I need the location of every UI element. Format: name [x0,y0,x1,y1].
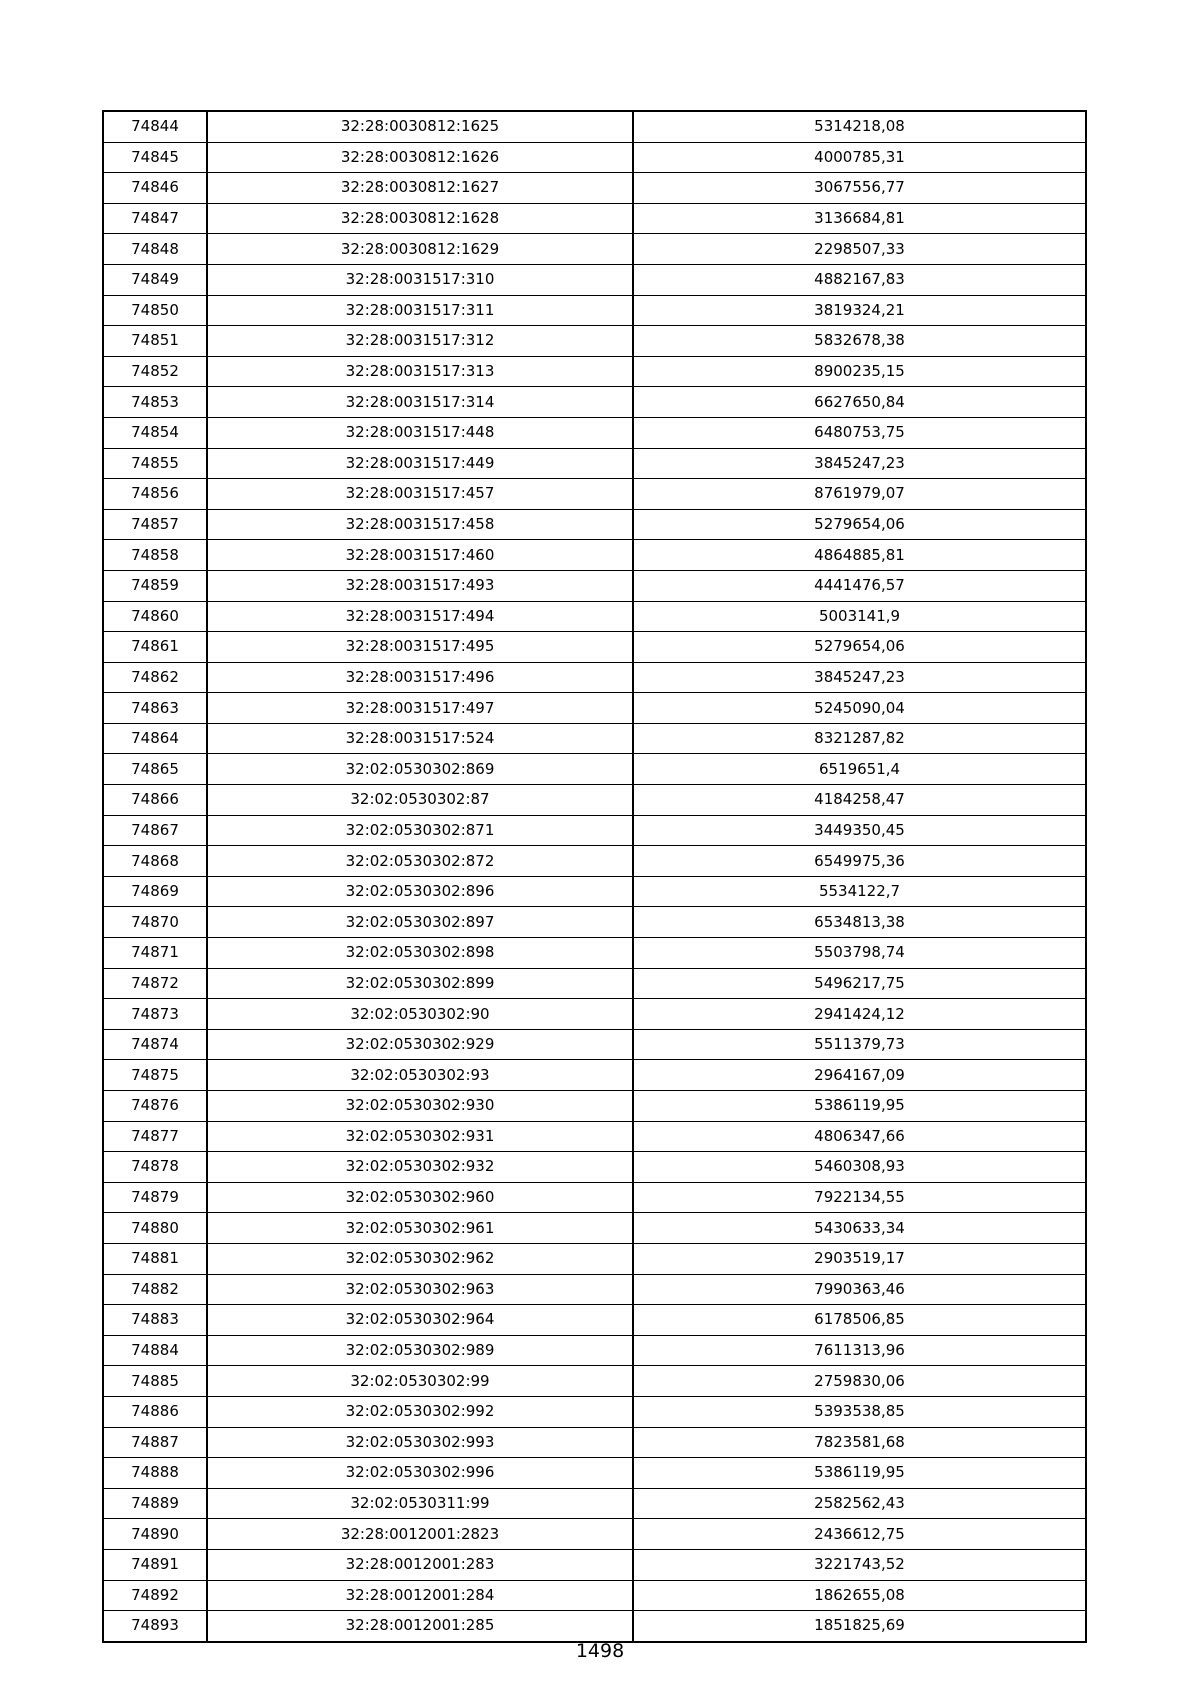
table-row [103,234,1086,265]
cadastral-number-cell: 32:02:0530302:996 [207,1458,633,1489]
value-cell: 4441476,57 [633,570,1086,601]
table-row [103,723,1086,754]
table-row [103,938,1086,969]
value-cell: 5496217,75 [633,968,1086,999]
value-cell: 8321287,82 [633,723,1086,754]
cadastral-number-cell: 32:28:0030812:1629 [207,234,633,265]
row-number-cell: 74892 [103,1580,207,1611]
value-cell: 5832678,38 [633,326,1086,357]
page-number: 1498 [575,1640,625,1662]
row-number-cell: 74881 [103,1243,207,1274]
value-cell: 2759830,06 [633,1366,1086,1397]
table-row [103,662,1086,693]
value-cell: 5460308,93 [633,1152,1086,1183]
value-cell: 5386119,95 [633,1458,1086,1489]
cadastral-number-cell: 32:28:0031517:449 [207,448,633,479]
cadastral-number-cell: 32:28:0031517:524 [207,723,633,754]
value-cell: 5386119,95 [633,1091,1086,1122]
value-cell: 7990363,46 [633,1274,1086,1305]
row-number-cell: 74857 [103,509,207,540]
row-number-cell: 74865 [103,754,207,785]
cadastral-number-cell: 32:28:0030812:1628 [207,203,633,234]
value-cell: 3845247,23 [633,662,1086,693]
value-cell: 5245090,04 [633,693,1086,724]
table-row [103,632,1086,663]
table-row [103,1549,1086,1580]
table-row [103,1580,1086,1611]
row-number-cell: 74887 [103,1427,207,1458]
table-row [103,1182,1086,1213]
row-number-cell: 74860 [103,601,207,632]
cadastral-number-cell: 32:02:0530302:963 [207,1274,633,1305]
row-number-cell: 74863 [103,693,207,724]
table-row [103,1335,1086,1366]
value-cell: 6178506,85 [633,1305,1086,1336]
cadastral-number-cell: 32:28:0031517:311 [207,295,633,326]
value-cell: 1862655,08 [633,1580,1086,1611]
value-cell: 3067556,77 [633,173,1086,204]
table-row [103,876,1086,907]
cadastral-number-cell: 32:28:0030812:1625 [207,111,633,142]
row-number-cell: 74893 [103,1611,207,1642]
row-number-cell: 74874 [103,1029,207,1060]
table-row [103,1029,1086,1060]
row-number-cell: 74871 [103,938,207,969]
table-row [103,1121,1086,1152]
table-row [103,1519,1086,1550]
row-number-cell: 74853 [103,387,207,418]
cadastral-number-cell: 32:28:0031517:494 [207,601,633,632]
table-row [103,846,1086,877]
cadastral-number-cell: 32:28:0031517:310 [207,264,633,295]
row-number-cell: 74876 [103,1091,207,1122]
value-cell: 4864885,81 [633,540,1086,571]
value-cell: 3449350,45 [633,815,1086,846]
row-number-cell: 74859 [103,570,207,601]
value-cell: 1851825,69 [633,1611,1086,1642]
row-number-cell: 74868 [103,846,207,877]
cadastral-number-cell: 32:28:0031517:495 [207,632,633,663]
value-cell: 4184258,47 [633,785,1086,816]
cadastral-number-cell: 32:28:0012001:284 [207,1580,633,1611]
cadastral-number-cell: 32:02:0530302:87 [207,785,633,816]
value-cell: 5430633,34 [633,1213,1086,1244]
cadastral-number-cell: 32:28:0031517:314 [207,387,633,418]
row-number-cell: 74854 [103,417,207,448]
cadastral-number-cell: 32:28:0012001:2823 [207,1519,633,1550]
value-cell: 5279654,06 [633,509,1086,540]
table-row [103,1396,1086,1427]
row-number-cell: 74848 [103,234,207,265]
value-cell: 5279654,06 [633,632,1086,663]
table-row [103,417,1086,448]
row-number-cell: 74861 [103,632,207,663]
table-row [103,1305,1086,1336]
row-number-cell: 74852 [103,356,207,387]
table-row [103,1366,1086,1397]
cadastral-number-cell: 32:02:0530302:869 [207,754,633,785]
table-row [103,785,1086,816]
table-row [103,1091,1086,1122]
row-number-cell: 74869 [103,876,207,907]
table-row [103,264,1086,295]
row-number-cell: 74858 [103,540,207,571]
value-cell: 3819324,21 [633,295,1086,326]
row-number-cell: 74883 [103,1305,207,1336]
table-row [103,1274,1086,1305]
table-row [103,968,1086,999]
value-cell: 2436612,75 [633,1519,1086,1550]
cadastral-number-cell: 32:28:0030812:1627 [207,173,633,204]
row-number-cell: 74866 [103,785,207,816]
table-row [103,295,1086,326]
cadastral-number-cell: 32:02:0530302:898 [207,938,633,969]
row-number-cell: 74889 [103,1488,207,1519]
cadastral-number-cell: 32:02:0530302:964 [207,1305,633,1336]
row-number-cell: 74847 [103,203,207,234]
cadastral-number-cell: 32:28:0031517:458 [207,509,633,540]
value-cell: 8761979,07 [633,479,1086,510]
table-body [103,111,1086,1642]
cadastral-number-cell: 32:02:0530302:989 [207,1335,633,1366]
row-number-cell: 74885 [103,1366,207,1397]
cadastral-number-cell: 32:02:0530302:992 [207,1396,633,1427]
table-row [103,356,1086,387]
table-row [103,540,1086,571]
row-number-cell: 74846 [103,173,207,204]
table-row [103,448,1086,479]
table-row [103,601,1086,632]
table-row [103,1243,1086,1274]
cadastral-number-cell: 32:02:0530302:896 [207,876,633,907]
cadastral-number-cell: 32:28:0012001:285 [207,1611,633,1642]
value-cell: 5314218,08 [633,111,1086,142]
cadastral-number-cell: 32:28:0031517:496 [207,662,633,693]
table-row [103,387,1086,418]
value-cell: 2964167,09 [633,1060,1086,1091]
table-row [103,509,1086,540]
table-row [103,111,1086,142]
table-row [103,1213,1086,1244]
value-cell: 5503798,74 [633,938,1086,969]
cadastral-number-cell: 32:28:0012001:283 [207,1549,633,1580]
cadastral-number-cell: 32:28:0031517:457 [207,479,633,510]
cadastral-number-cell: 32:02:0530302:931 [207,1121,633,1152]
value-cell: 7922134,55 [633,1182,1086,1213]
cadastral-number-cell: 32:02:0530302:960 [207,1182,633,1213]
cadastral-number-cell: 32:28:0031517:493 [207,570,633,601]
value-cell: 2941424,12 [633,999,1086,1030]
cadastral-number-cell: 32:02:0530302:872 [207,846,633,877]
row-number-cell: 74855 [103,448,207,479]
row-number-cell: 74872 [103,968,207,999]
cadastral-number-cell: 32:02:0530302:962 [207,1243,633,1274]
row-number-cell: 74873 [103,999,207,1030]
cadastral-number-cell: 32:28:0031517:312 [207,326,633,357]
value-cell: 2582562,43 [633,1488,1086,1519]
table-row [103,1611,1086,1642]
cadastral-number-cell: 32:02:0530311:99 [207,1488,633,1519]
row-number-cell: 74891 [103,1549,207,1580]
value-cell: 6549975,36 [633,846,1086,877]
cadastral-number-cell: 32:28:0031517:313 [207,356,633,387]
cadastral-value-table [102,110,1087,1643]
value-cell: 4000785,31 [633,142,1086,173]
table-row [103,479,1086,510]
table-row [103,999,1086,1030]
table-row [103,1458,1086,1489]
table-row [103,754,1086,785]
row-number-cell: 74862 [103,662,207,693]
table-row [103,173,1086,204]
cadastral-number-cell: 32:02:0530302:93 [207,1060,633,1091]
row-number-cell: 74856 [103,479,207,510]
cadastral-number-cell: 32:28:0031517:497 [207,693,633,724]
value-cell: 5003141,9 [633,601,1086,632]
value-cell: 3221743,52 [633,1549,1086,1580]
table-row [103,907,1086,938]
value-cell: 2903519,17 [633,1243,1086,1274]
value-cell: 7823581,68 [633,1427,1086,1458]
row-number-cell: 74890 [103,1519,207,1550]
value-cell: 4806347,66 [633,1121,1086,1152]
cadastral-number-cell: 32:02:0530302:930 [207,1091,633,1122]
value-cell: 3136684,81 [633,203,1086,234]
table-row [103,1488,1086,1519]
cadastral-number-cell: 32:02:0530302:993 [207,1427,633,1458]
row-number-cell: 74849 [103,264,207,295]
value-cell: 3845247,23 [633,448,1086,479]
value-cell: 5534122,7 [633,876,1086,907]
cadastral-number-cell: 32:02:0530302:929 [207,1029,633,1060]
table-row [103,693,1086,724]
row-number-cell: 74844 [103,111,207,142]
cadastral-number-cell: 32:28:0030812:1626 [207,142,633,173]
value-cell: 6534813,38 [633,907,1086,938]
cadastral-number-cell: 32:28:0031517:460 [207,540,633,571]
table-row [103,142,1086,173]
cadastral-number-cell: 32:02:0530302:897 [207,907,633,938]
table-row [103,1427,1086,1458]
value-cell: 6519651,4 [633,754,1086,785]
row-number-cell: 74886 [103,1396,207,1427]
value-cell: 8900235,15 [633,356,1086,387]
row-number-cell: 74870 [103,907,207,938]
value-cell: 6627650,84 [633,387,1086,418]
value-cell: 6480753,75 [633,417,1086,448]
row-number-cell: 74882 [103,1274,207,1305]
row-number-cell: 74880 [103,1213,207,1244]
row-number-cell: 74845 [103,142,207,173]
cadastral-number-cell: 32:02:0530302:90 [207,999,633,1030]
table-row [103,1060,1086,1091]
row-number-cell: 74851 [103,326,207,357]
table-row [103,203,1086,234]
row-number-cell: 74879 [103,1182,207,1213]
cadastral-number-cell: 32:02:0530302:961 [207,1213,633,1244]
table-row [103,326,1086,357]
table-row [103,1152,1086,1183]
row-number-cell: 74888 [103,1458,207,1489]
cadastral-number-cell: 32:02:0530302:899 [207,968,633,999]
row-number-cell: 74867 [103,815,207,846]
row-number-cell: 74878 [103,1152,207,1183]
value-cell: 4882167,83 [633,264,1086,295]
value-cell: 2298507,33 [633,234,1086,265]
value-cell: 5511379,73 [633,1029,1086,1060]
cadastral-number-cell: 32:02:0530302:871 [207,815,633,846]
cadastral-number-cell: 32:28:0031517:448 [207,417,633,448]
row-number-cell: 74884 [103,1335,207,1366]
row-number-cell: 74850 [103,295,207,326]
cadastral-number-cell: 32:02:0530302:99 [207,1366,633,1397]
row-number-cell: 74877 [103,1121,207,1152]
value-cell: 7611313,96 [633,1335,1086,1366]
cadastral-number-cell: 32:02:0530302:932 [207,1152,633,1183]
row-number-cell: 74875 [103,1060,207,1091]
row-number-cell: 74864 [103,723,207,754]
value-cell: 5393538,85 [633,1396,1086,1427]
table-row [103,815,1086,846]
table-row [103,570,1086,601]
